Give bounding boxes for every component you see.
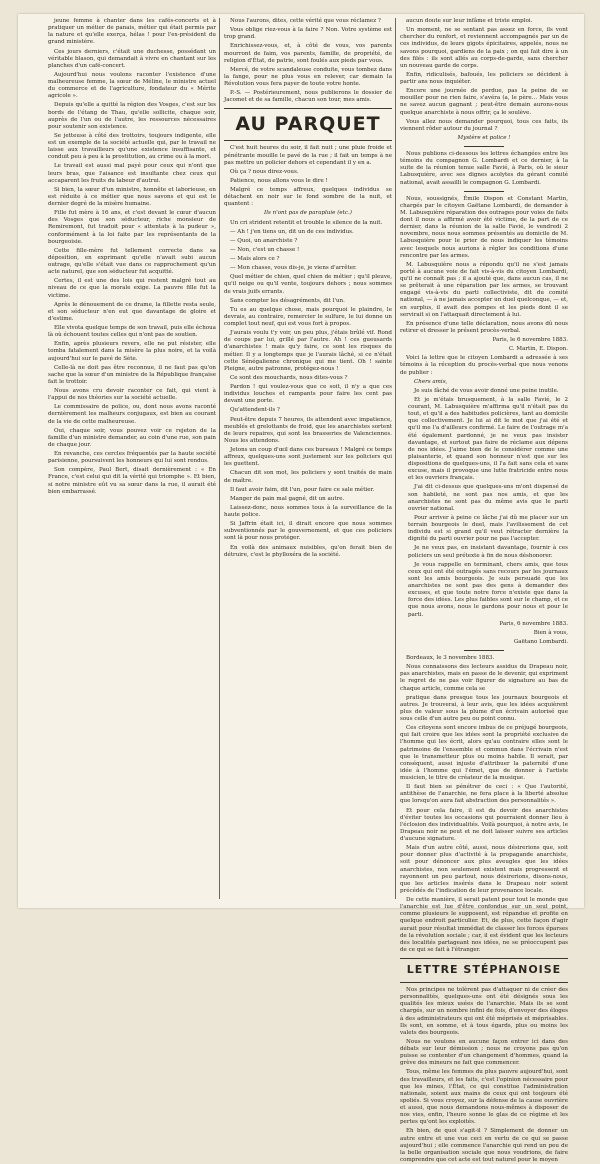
paragraph: Ces jours derniers, c'était une duchesse, possédant un véritable blason, qui demandait à vivre en chantant sur les planches d'un café-concert.	[48, 48, 216, 69]
paragraph: Enrichissez-vous, et, à côté de vous, vos parents mourront de faim, vos parents, famille, de propriété, de religion d'État, de patrie, sont foulés aux pieds par vous.	[224, 43, 392, 64]
paragraph: Tous, même les femmes du plus pauvre aujourd'hui, sont des travailleurs, et les faits, c'est l'opinion nécessaire pour que les mines, l'État, ce qui constitue l'administration nationale, soient aux mains de ceux qui ont toujours été spoliés. Si vous croyez, sur la défense de la cause ouvrière et aussi, que nous demandons nous-mêmes à disposer de nos vies, enfin, l'heure sonne le glas de ce régime et les pertes qu'ont les exploités.	[400, 1069, 568, 1126]
paragraph: Laissez-donc, nous sommes tous à la surveillance de la haute police.	[224, 504, 392, 518]
paragraph: Le commissaire de police, ou, dont nous avons raconté dernièrement les malheurs conjugaux, est bien au courant de la vie de cette malheureuse.	[48, 404, 216, 425]
paragraph: Qu'attendent-ils ?	[230, 407, 280, 414]
paragraph: Nous, soussignés, Émile Dispon et Constant Martin, chargés par le citoyen Gaëtane Lombardi, de demander à M. Labusquière réparation des outrages pour voies de faits dont il nous a affirmé avoir été victime, de la part de ce dernier, dans la réunion de la salle Favié, le vendredi 2 novembre, nous nous sommes présentés au domicile de M. Labusquière pour le prier de nous indiquer les témoins avec lesquels nous aurions à régler les conditions d'une rencontre par les armes.	[400, 195, 568, 259]
paragraph: Nous publions ci-dessous les lettres échangées entre les témoins du compagnon G. Lombardi et ce dernier, à la suite de la réunion tenue salle Favié, à Paris, où le sieur Labusquière, avec ses dignes acolytes du gérant comité national, avait assailli le compagnon G. Lombardi.	[400, 151, 568, 186]
paragraph: En voilà des animaux nuisibles, qu'on ferait bien de détruire, c'est le phylloxéra de la société.	[224, 544, 392, 558]
mystere-line: Mystère et police !	[457, 134, 511, 141]
paragraph: Il faut bien se pénétrer de ceci : « Que l'autorité, antithèse de l'anarchie, ne fera place à la liberté absolue que lorsqu'on aura fait abstraction des personnalités ».	[400, 784, 568, 805]
paragraph: Chers amis,	[414, 378, 448, 385]
italic-line: Ils n'ont pas de parapluie (etc.)	[264, 210, 352, 217]
paragraph: Et pour cela faire, il est du devoir des anarchistes d'éviter toutes les occasions qui pourraient donner lieu à l'éclosion des individualités. Voilà pourquoi, à notre avis, le Drapeau noir ne peut et ne doit laisser suivre ses articles d'aucune signature.	[400, 807, 568, 842]
paragraph: En revanche, ces cercles fréquentés par la haute société parisienne, poursuivent les honneurs qui lui sont rendus.	[48, 451, 216, 465]
signature-name: Gaëtano Lombardi.	[513, 638, 568, 645]
paragraph: De cette manière, il serait patent pour tout le monde que l'anarchie est lue d'être confondue sur un seul point, comme plusieurs le supposent, est répandue et profite en quelque endroit particulier. Et, de plus, cette façon d'agir aurait pour résultat immédiat de classer les forces éparses de la révolution sociale ; car, il est évident que les lecteurs des localités partageant nos idées, ne se préoccupent pas de ce qui se fait à l'étranger.	[400, 897, 568, 953]
paragraph: Pardon ! qui voulez-vous que ce soit, il n'y a que ces individus louches et rampants pour faire les cent pas devant une porte.	[224, 384, 392, 405]
middle-column	[224, 18, 392, 561]
paragraph: Ce sont des mouchards, nous dites-vous ?	[230, 374, 348, 381]
section-rule	[464, 146, 504, 147]
place-date: Paris, 6 novembre 1883.	[499, 620, 568, 627]
paragraph: Nous avons cru devoir raconter ce fait, qui vient à l'appui de nos théories sur la société actuelle.	[48, 388, 216, 402]
paragraph: Enfin, ridiculisés, bafoués, les policiers se décident à partir ans nous inquiéter.	[400, 71, 568, 85]
paragraph: Un cri strident retentit et trouble le silence de la nuit.	[230, 219, 383, 226]
paragraph: Quel métier de chien, quel chien de métier ; qu'il pleuve, qu'il neige ou qu'il vente, toujours dehors ; nous sommes de vrais juifs errants.	[224, 274, 392, 295]
paragraph: Cette fille-mère fut tellement correcte dans sa déposition, en exprimant qu'elle n'avait subi aucun outrage, qu'elle s'était vue dans ce rapprochement qu'un acte naturel, que son séducteur fut acquitté.	[48, 247, 216, 276]
paragraph: Enfin, après plusieurs revers, elle ne put résister, elle tomba fatalement dans la misère la plus noire, et la voilà aujourd'hui sur le pavé de Sète.	[48, 341, 216, 362]
paragraph: Où ça ? nous direz-vous.	[230, 168, 299, 175]
paragraph: Nous ne voulons en aucune façon entrer ici dans des débats sur leur démission ; nous ne croyons pas qu'on puisse se contenter d'un changement d'hommes, quand la grève des mineurs ne fait que commencer.	[400, 1038, 568, 1067]
paragraph: Sans compter les désagréments, dit l'un.	[230, 297, 345, 304]
paragraph: Si Jaffrin était ici, il dirait encore que nous sommes subventionnés par le gouvernement, et que ces policiers sont là pour nous protéger.	[224, 521, 392, 542]
column-rule-2	[395, 18, 396, 899]
column-rule-1	[219, 18, 220, 899]
paragraph: Un moment, ne se sentant pas assez en force, ils vont chercher du renfort, et reviennent accompagnés par un de ces individus, de leurs gigots épicitaires, appelés, nous ne savons pourquoi, gardiens de la paix ; on qui fait dire à un des filés : ils sont allés au corps-de-garde, sans chercher un nouveau garde de corps.	[400, 27, 568, 69]
paragraph: Vous oblige riez-vous à la faire ? Non. Votre système est trop grand.	[224, 27, 392, 41]
paragraph: Encore une journée de perdue, pas la peine de se mouiller pour ne rien faire, s'avéra (a, le père… Mais vous ne savez aucun gagnant ; peut-être demain aurons-nous quelque anarchiste à nous offrir, ça le soulève.	[400, 88, 568, 116]
paragraph: Nos principes ne tolèrent pas d'attaquer ni de créer des personnalités, quelques-uns ont été désignés sous les qualités les mieux usées de l'anarchie. Mais ils se sont chargés, sur un nombre infini de fois, d'envoyer des éloges à des administrateurs qui ont été méprisés et méprisables. Ils sont, en somme, et à tous égards, plus ou moins les valets des bourgeois.	[400, 987, 568, 1036]
paragraph: Certes, il est une des lois qui restent malgré tout au niveau de ce que la morale exige. La pauvre fille fut la victime.	[48, 278, 216, 299]
paragraph: Nous connaissons des lecteurs assidus du Drapeau noir, pas anarchistes, mais en passe de le devenir, qui expriment le regret de ne pas voir figurer de signature au bas de chaque article, comme cela se	[400, 664, 568, 692]
paragraph: M. Labusquière nous a répondu qu'il ne s'est jamais porté à aucune voie de fait vis-à-vis du citoyen Lombardi, qu'il ne connaît pas ; il a ajouté que, dans aucun cas, il ne se prêterait à une réparation par les armes, se trouvant engagé vis-à-vis du parti collectiviste, dit du comité national, — à ne jamais accepter un duel quelconque, — et, en surplus, il avait des pompes et les pieds dont il se servirait si on l'attaquait directement à lui.	[400, 261, 568, 318]
paragraph: Depuis qu'elle a quitté la région des Vosges, c'est sur les bords de l'étang de Thau, qu'elle sollicite, chaque soir, auprès de l'un ou de l'autre, les ressources nécessaires pour soutenir son existence.	[48, 102, 216, 130]
paragraph: Si bien, la sœur d'un ministre, honnête et laborieuse, en est réduite à ce métier que nous savons et qui est le dernier degré de la misère humaine.	[48, 186, 216, 207]
paragraph: J'ai dit ci-dessus que quelques-uns m'ont dispensé de son habileté, ne sont pas nos amis, et que les anarchistes ne sont pas du même avis que le parti ouvrier national.	[408, 484, 568, 512]
paragraph: Celle-là ne doit pas être reconnue, il ne faut pas qu'on sache que la sœur d'un ministre de la République française fait le trottoir.	[48, 364, 216, 385]
paragraph: Mercé, de votre scandaleuse conduite, vous tombez dans la fange, pour ne plus vous en relever, car demain la Révolution vous fera payer de toute votre honte.	[224, 66, 392, 87]
paragraph: Le travail est aussi mal payé pour ceux qui n'ont que leurs bras, que l'aisance est insultante chez ceux qui accaparent les fruits du labeur d'autrui.	[48, 163, 216, 184]
paragraph: Oui, chaque soir, vous pouvez voir ce rejeton de la famille d'un ministre demander, au coin d'une rue, son pain de chaque jour.	[48, 427, 216, 448]
paragraph: Patience, nous allons vous le dire !	[230, 177, 328, 184]
letter-block	[400, 379, 568, 619]
paragraph: Je ne veux pas, en insistant davantage, fournir à ces policiers un seul prétexte à fin de nous déshonorer.	[408, 545, 568, 559]
paragraph: Je suis fâché de vous avoir donné une peine inutile.	[414, 387, 559, 394]
paragraph: Pour arriver à peine ce lâche j'ai dû me placer sur un terrain bourgeois le duel, mais l'avilissement de cet individu est si grand qu'il veut rétracter dernière la dignité du parti ouvrier pour ne pas l'accepter.	[408, 514, 568, 543]
place-date: Paris, le 6 novembre 1883.	[492, 337, 568, 343]
paragraph: C'est huit heures du soir, il fait nuit ; une pluie froide et pénétrante mouille le pavé de la rue ; il fait un temps à ne pas mettre un policier dehors et cependant il y en a.	[224, 145, 392, 166]
paragraph: — Non, c'est un chasse !	[230, 246, 300, 253]
paragraph: jeune femme à chanter dans les cafés-concerts et à pratiquer un métier de panais, métier qui était permis par la nature et qu'elle exerça, hélas ! pour l'ex-président du grand ministère.	[48, 18, 216, 46]
paragraph: Eh bien, de quoi s'agit-il ? Simplement de donner un autre entre et une vue ceci en vertu de ce qui se passe aujourd'hui ; elle commence l'anarchie qui rend un peu de la belle organisation sociale que nous voudrions, de faire comprendre que cet acte est tout naturel pour le moyen	[400, 1128, 568, 1163]
paragraph: Bordeaux, le 3 novembre 1883.	[406, 655, 495, 661]
section-rule	[400, 982, 568, 983]
paragraph: Voici la lettre que le citoyen Lombardi a adressée à ses témoins à la réception du procès-verbal que nous venons de publier :	[400, 355, 568, 376]
paragraph: — Ah ! j'en tiens un, dit un de ces individus.	[230, 228, 354, 235]
paragraph: — Quoi, un anarchiste ?	[230, 237, 298, 244]
paragraph: Malgré ce temps affreux, quelques individus se détachent en noir sur le fond sombre de la nuit, et quantent :	[224, 187, 392, 208]
lettre-stephanoise-heading: LETTRE STÉPHANOISE	[406, 963, 562, 976]
left-column	[48, 18, 216, 498]
paragraph: Tu es au quelque chose, mais pourquoi le plaindre, le devrais, au contraire, remercier le sulfure, le lui donne un complet tout neuf, qui est vous fort à propos.	[224, 306, 392, 327]
paragraph: Jetons un coup d'œil dans ces bureaux ! Malgré ce temps affreux, quelques-uns sont justement sur les policiers qui les guettent.	[224, 447, 392, 468]
paragraph: Fille fut mère à 16 ans, et c'est devant le cœur d'aucun des Vosges que son séducteur, riche monsieur de Remiremont, fut traduit pour « attentats à la pudeur », conformément à la loi faite par les représentants de la bourgeoisie.	[48, 210, 216, 245]
paragraph: En présence d'une telle déclaration, nous avons dû nous retirer et dresser le présent procès-verbal.	[400, 320, 568, 334]
section-rule	[400, 958, 568, 959]
paragraph: Son compère, Paul Bert, disait dernièrement : « En France, c'est celui qui dit la vérité qui triomphe ». Et bien, si notre ministre eût vu sa sœur dans la rue, il aurait été bien embarrassé.	[48, 467, 216, 495]
section-rule	[464, 650, 504, 651]
paragraph: Se jetteuse à côté des trottoirs, toujours indigente, elle est un exemple de la société actuelle qui, par le travail ne laisse aux travailleurs qu'une existence insuffisante, et conduit peu à peu à la prostitution, au crime ou à la mort.	[48, 132, 216, 161]
section-rule	[224, 140, 392, 141]
paragraph: — Mon chasse, vous dis-je, je viens d'arrêter.	[230, 265, 357, 272]
section-rule	[224, 108, 392, 109]
paragraph: Vous allez nous demander pourquoi, tous ces faits, ils viennent rôder autour du journal ?	[400, 118, 568, 132]
paragraph: Ces citoyens sont encore imbus de ce préjugé bourgeois, qui fait croire que les idées sont la propriété exclusive de l'homme qui les écrit, alors qu'au contraire elles sont le patrimoine de l'ensemble et commun dans l'écrivain n'est que le transmetteur plus ou moins habile. Il serait, par conséquent, aussi injuste d'attribuer la paternité d'une idée à l'homme qui l'émet, que de donner à l'artiste musicien, le titre de créateur de la musique.	[400, 725, 568, 781]
paragraph: Peut-être depuis 7 heures, ils attendent avec impatience, meublés et grelottants de froid, que les anarchistes sortent de leurs repaires, qui sont les brasseries de Valenciennes. Nous les attendons.	[224, 416, 392, 444]
right-column	[400, 18, 568, 1163]
paragraph: pratique dans presque tous les journaux bourgeois et autres. Je trouverai, à leur avis, que les idées acquièrent plus de valeur sous la plume d'un écrivain autorisé que sous celle d'un autre peu ou point connu.	[400, 694, 568, 722]
paragraph: P.-S. — Postérieurement, nous publierons le dossier de Jacomet et de sa famille, chacun son tour, mes amis.	[224, 90, 392, 104]
paragraph: Manger de pain mal gagné, dit un autre.	[230, 495, 345, 502]
paragraph: J'aurais voulu t'y voir, un peu plus, j'étais brûlé vif. Rond de coups par lui, grillé par l'autre. Ah ! ces gueusards d'anarchistes ! mais qu'y faire, ce sont les risques du métier. Il y a longtemps que je l'aurais lâché, si ce n'était cette Sénégalienne chronique qui me tient. Oh ! sainte Pleigne, autre patronne, protégez-nous !	[224, 330, 392, 372]
paragraph: Nous l'aurons, dites, cette vérité que vous réclamez ?	[230, 18, 381, 24]
paragraph: Chacun dit son mot, les policiers y sont traités de main de maître.	[224, 470, 392, 484]
au-parquet-heading: AU PARQUET	[235, 113, 381, 136]
paragraph: Il faut avoir faim, dit l'un, pour faire ce sale métier.	[230, 486, 375, 493]
paragraph: Je vous rappelle en terminant, chers amis, que tous ceux qui ont été outragés sans recours par les journaux sont les amis bourgeois. Je suis persuadé que les anarchistes ne sont pas des gens à demander des excuses, et que toute notre force n'existe que dans la force des idées. Les plus faibles sont sur le champ, et ce que nous avons, nous le gardons pour nous et pour le parti.	[408, 561, 568, 618]
paragraph: Elle vivota quelque temps de son travail, puis elle échoua là où échouent toutes celles qui n'ont pas de soutien.	[48, 325, 216, 339]
paragraph: Mais d'un autre côté, aussi, nous désirerions que, soit pour donner plus d'activité à la propagande anarchiste, soit pour dénoncer aux plus aveugles que les idées anarchistes, non seulement existent mais progressent et rayonnent un peu partout, nous désirerions, disons-nous, que les articles insérés dans le Drapeau noir soient précédés de l'indication de leur provenance locale.	[400, 845, 568, 894]
paragraph: Aujourd'hui nous voulons raconter l'existence d'une malheureuse femme, la sœur de Méline, le ministre actuel du commerce et de l'agriculture, fondateur du « Mérite agricole ».	[48, 71, 216, 100]
paragraph: Après le dénouement de ce drame, la fillette resta seule, et son séducteur n'en eut que davantage de gloire et d'estime.	[48, 301, 216, 322]
section-rule	[464, 191, 504, 192]
signatures: C. Martin, E. Dispon.	[508, 346, 568, 353]
paragraph: — Mais alors ce ?	[230, 256, 280, 262]
signature-line: Bien à vous,	[533, 629, 568, 636]
paragraph: Et je m'étais brusquement, à la salle Favié, le 2 courant, M. Labusquière m'affirma qu'il n'était pas du tout, et qu'il a des habitudes policières, tant au domicile que collectivement. Je lui ai dit le mot que j'ai été et qu'il me l'a d'ailleurs confirmé. Le faire de l'outrage m'a été également pardonné, je ne veux pas insister davantage, et surtout pas faire de réclame aux dépens de nos idées. J'aime bien de le considérer comme une plaisanterie, et quand son honneur n'est que sur les dispositions de quelques-uns, il l'a fait sans cela et sans excuse, mais il provoque une lutte fratricide entre nous et les ouvriers français.	[408, 396, 568, 482]
paragraph: aucun doute sur leur infâme et triste emploi.	[406, 18, 533, 24]
